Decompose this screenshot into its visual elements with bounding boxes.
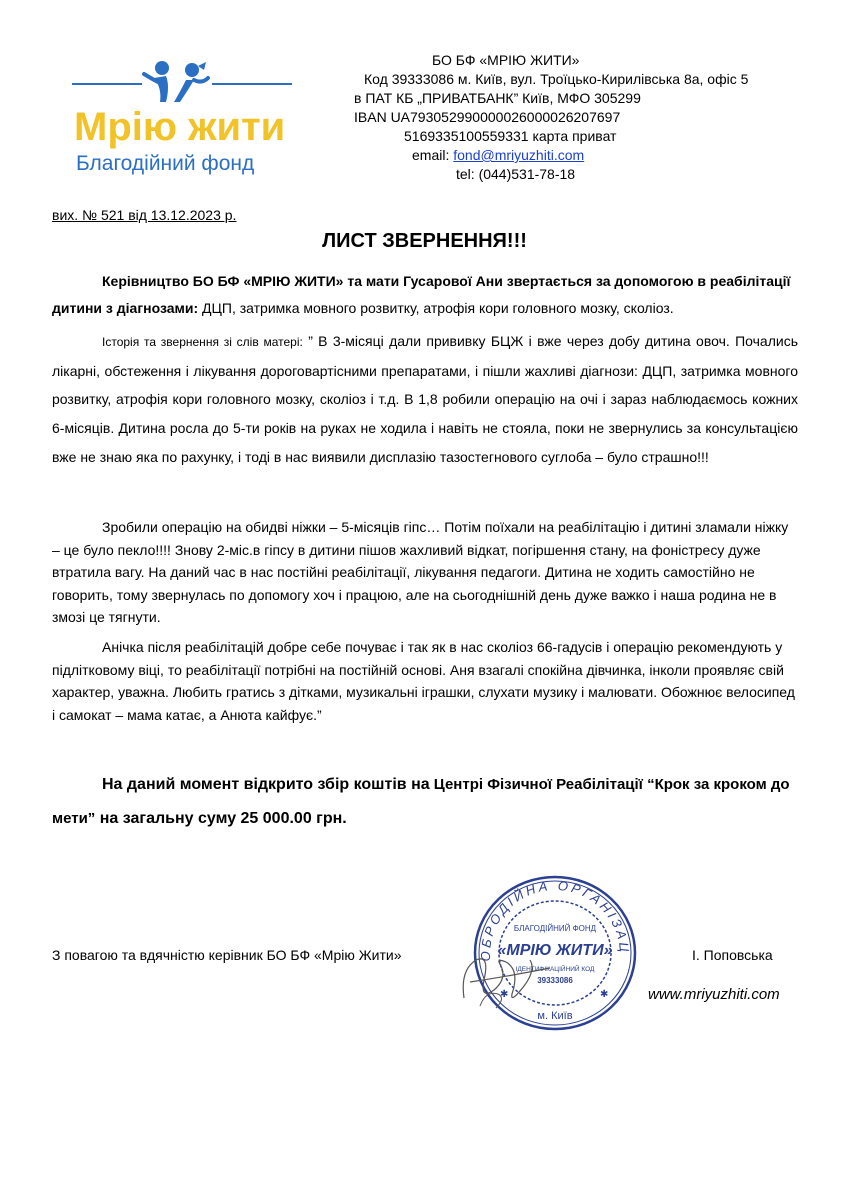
history-text: ” В 3-місяці дали прививку БЦЖ і вже через добу дитина овоч. Почались лікарні, обстеження і лікування дороговартісними препаратами, і пішли жахливі діагнози: ДЦП, затримка мовного розвитку, атрофія кори головного мозку, сколіоз і т.д. В 1,8 робили операцію на очі і зараз наблюдаємось кожних 6-місяців. Дитина росла до 5-ти років на руках не ходила і навіть не стояла, поки не звернулись за консультацією вже не знаю яка по рахунку, і тоді в нас виявили дисплазію тазостегнового суглоба – було страшно!!! [52,333,798,465]
code-address: Код 39333086 м. Київ, вул. Троїцько-Кирилівська 8а, офіс 5 [364,71,749,87]
outgoing-number: вих. № 521 від 13.12.2023 р. [52,207,237,223]
logo-name: Мрію жити [74,105,286,149]
paragraph-intro [52,268,798,322]
svg-text:39333086: 39333086 [537,976,573,985]
fundraising-center: Центрі Фізичної Реабілітації “Крок за кроком до мети” [52,776,790,827]
svg-text:✱: ✱ [500,989,509,1000]
logo-graphic [70,58,300,188]
email-link[interactable]: fond@mriyuzhiti.com [453,147,585,163]
email-line [412,146,584,165]
fundraising-a: На даний момент відкрито збір коштів на [102,776,430,793]
card-number: 5169335100559331 карта приват [404,128,617,144]
website[interactable]: www.mriyuzhiti.com [648,986,780,1003]
svg-text:м. Київ: м. Київ [537,1010,573,1022]
history-label: Історія та звернення зі слів матері: [102,335,303,349]
fundraising-amount: на загальну суму 25 000.00 грн. [95,810,347,827]
svg-text:ДОБРОДІЙНА ОРГАНІЗАЦІЯ: ОБРОДІЙНА ОРГАНІЗАЦ [477,877,633,962]
iban: IBAN UA793052990000026000026207697 [354,109,621,125]
intro-bold: Керівництво БО БФ «МРІЮ ЖИТИ» та мати Гусарової Ани звертається за допомогою в реабілітації дитини з діагнозами: [52,273,791,316]
current-text: Анічка після реабілітацій добре себе почуває і так як в нас сколіоз 66-гадусів і операцію рекомендують у підлітковому віці, то реабілітації потрібні на постійній основі. Аня взагалі спокійна дівчинка, інколи проявляє свій характер, уважна. Любить гратись з дітками, музикальні іграшки, слухати музику і малювати. Обожнює велосипед і самокат – мама катає, а Анюта кайфує.” [52,639,795,723]
svg-text:✱: ✱ [600,989,609,1000]
paragraph-current [52,636,798,726]
svg-text:ІДЕНТИФІКАЦІЙНИЙ КОД: ІДЕНТИФІКАЦІЙНИЙ КОД [515,966,595,973]
fund-logo [70,58,300,188]
logo-subtitle: Благодійний фонд [76,152,255,175]
handwritten-signature [450,920,590,1020]
page-title: ЛИСТ ЗВЕРНЕННЯ!!! [322,230,527,252]
surgery-text: Зробили операцію на обидві ніжки – 5-місяців гіпс… Потім поїхали на реабілітацію і дитині зламали ніжку – це було пекло!!!! Знову 2-міс.в гіпсу в дитини пішов жахливий відкат, погіршення стану, на фоністресу дуже втратила вагу. На даний час в нас постійні реабілітації, лікування педагоги. Дитина не ходить самостійно не говорить, тому звернулась по допомогу хоч і працюю, але на сьогоднішній день дуже важко і наша родина не в змозі це тягнути. [52,519,789,625]
phone: tel: (044)531-78-18 [456,166,576,182]
svg-text:БЛАГОДІЙНИЙ ФОНД: БЛАГОДІЙНИЙ ФОНД [513,924,597,933]
children-figures-icon [144,61,208,102]
signatory-name: І. Поповська [692,947,773,963]
signature-icon [450,920,590,1020]
closing-line: З повагою та вдячністю керівник БО БФ «Мрію Жити» [52,947,402,963]
email-label: email: [412,147,450,163]
svg-text:«МРІЮ ЖИТИ»: «МРІЮ ЖИТИ» [497,942,613,959]
paragraph-history [52,327,798,472]
paragraph-surgery [52,516,798,629]
paragraph-fundraising [52,768,798,836]
bank-details: в ПАТ КБ „ПРИВАТБАНК” Київ, МФО 305299 [354,90,641,106]
intro-rest: ДЦП, затримка мовного розвитку, атрофія кори головного мозку, сколіоз. [198,300,674,316]
org-name: БО БФ «МРІЮ ЖИТИ» [432,52,580,68]
